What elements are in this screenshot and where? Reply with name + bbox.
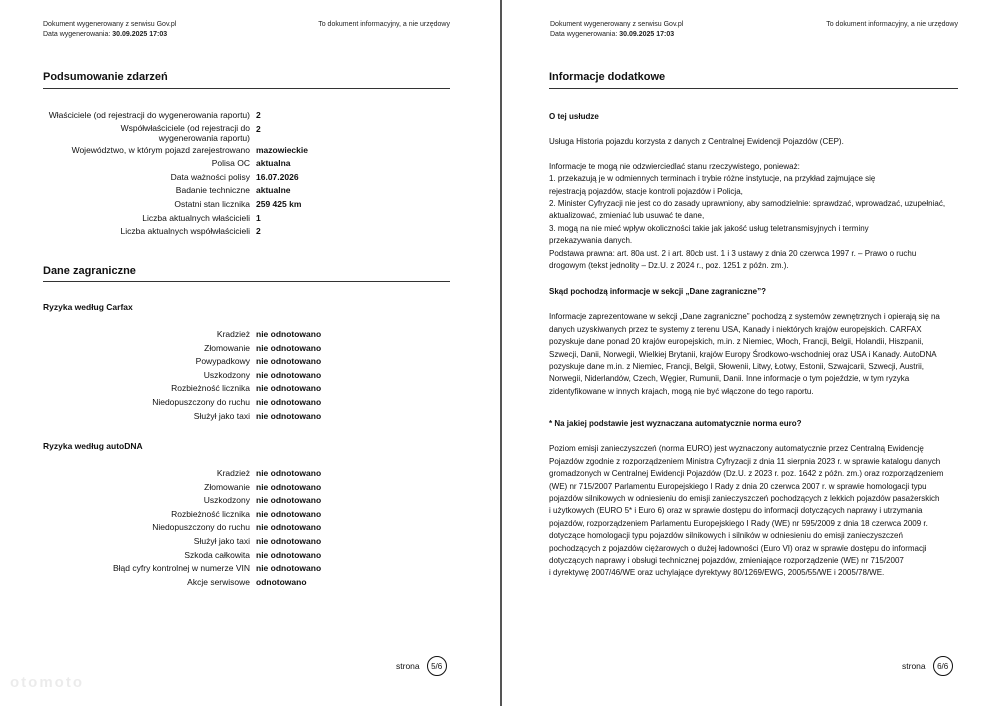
risk-label: Szkoda całkowita bbox=[184, 549, 250, 560]
summary-label: Województwo, w którym pojazd zarejestrowano bbox=[71, 144, 250, 155]
text-line: i dyrektywę 2007/46/WE oraz uchylające dyrektywy 80/1269/EWG, 2005/55/WE i 2005/78/WE. bbox=[549, 568, 885, 578]
risk-value: odnotowano bbox=[256, 576, 307, 587]
header-notice: To dokument informacyjny, a nie urzędowy bbox=[318, 21, 450, 28]
text-line: przekazywania danych. bbox=[549, 236, 633, 246]
carfax-row bbox=[43, 369, 463, 383]
summary-label: Ostatni stan licznika bbox=[174, 198, 250, 209]
risk-label: Rozbieżność licznika bbox=[171, 383, 250, 394]
risk-value: nie odnotowano bbox=[256, 468, 322, 478]
summary-row bbox=[43, 123, 463, 144]
text-line: gromadzonych w Centralnej Ewidencji Pojazdów (Dz.U. z 2023 r. poz. 1642 z późn. zm.) oraz rozporządzeniem bbox=[549, 469, 944, 479]
about-question: O tej usłudze bbox=[549, 112, 599, 121]
euro-answer bbox=[549, 443, 961, 579]
risk-label: Niedopuszczony do ruchu bbox=[152, 396, 250, 407]
text-line: aktualizować, zmieniać lub usuwać te dane, bbox=[549, 211, 705, 221]
carfax-row bbox=[43, 410, 463, 424]
euro-norm-section bbox=[549, 418, 961, 580]
autodna-row bbox=[43, 508, 463, 522]
risk-value: nie odnotowano bbox=[256, 396, 322, 407]
text-line: pozyskuje dane ponad 20 krajów europejskich, m.in. z Niemiec, Włoch, Francji, Belgii, Holandii, Hiszpanii, bbox=[549, 337, 924, 347]
page-number: 6/6 bbox=[933, 656, 953, 676]
summary-value: 1 bbox=[256, 212, 261, 223]
header-date bbox=[43, 30, 176, 40]
carfax-title: Ryzyka według Carfax bbox=[43, 302, 133, 312]
autodna-table bbox=[43, 467, 463, 589]
summary-row bbox=[43, 198, 463, 212]
text-line: Norwegii, Niderlandów, Czech, Węgier, Rumunii, Danii. Inne informacje o tym pojeździe, w tym ryzyka bbox=[549, 374, 910, 384]
carfax-row bbox=[43, 328, 463, 342]
risk-label: Błąd cyfry kontrolnej w numerze VIN bbox=[113, 563, 250, 574]
risk-value: nie odnotowano bbox=[256, 522, 322, 533]
summary-label: Data ważności polisy bbox=[170, 171, 250, 182]
risk-value: nie odnotowano bbox=[256, 410, 322, 421]
risk-label: Powypadkowy bbox=[195, 356, 250, 367]
foreign-answer bbox=[549, 311, 961, 398]
text-line: Informacje zaprezentowane w sekcji „Dane zagraniczne” pochodzą z systemów zewnętrznych i opierają się na bbox=[549, 312, 940, 322]
summary-row bbox=[43, 109, 463, 123]
section-title-info: Informacje dodatkowe bbox=[549, 71, 666, 83]
header-date-value: 30.09.2025 17:03 bbox=[619, 31, 675, 38]
carfax-table bbox=[43, 328, 463, 423]
summary-row bbox=[43, 212, 463, 226]
header-date-label: Data wygenerowania: bbox=[43, 31, 111, 38]
page-footer bbox=[396, 656, 447, 676]
carfax-row bbox=[43, 382, 463, 396]
autodna-row bbox=[43, 549, 463, 563]
risk-label: Uszkodzony bbox=[203, 495, 250, 506]
text-line: zidentyfikowane w innych krajach, mogą nie być włączone do tego raportu. bbox=[549, 386, 814, 396]
footer-label: strona bbox=[396, 661, 420, 671]
text-line: pojazdów, rozporządzeniem Parlamentu Europejskiego I Rady (WE) nr 595/2009 z dnia 18 czerwca 2009 r. bbox=[549, 518, 928, 528]
watermark-logo: otomoto bbox=[10, 674, 84, 691]
header-date-label: Data wygenerowania: bbox=[550, 31, 618, 38]
risk-label: Akcje serwisowe bbox=[187, 576, 250, 587]
risk-value: nie odnotowano bbox=[256, 383, 322, 394]
summary-value: 259 425 km bbox=[256, 198, 302, 209]
section-divider bbox=[43, 281, 450, 282]
page-header bbox=[43, 20, 176, 40]
text-line: (WE) nr 715/2007 Parlamentu Europejskiego I Rady z dnia 20 czerwca 2007 r. w sprawie homologacji typu bbox=[549, 481, 927, 491]
text-line: Szwecji, Danii, Norwegii, Wielkiej Brytanii, krajów Europy Środkowo-wschodniej oraz USA i Kanady. AutoDNA bbox=[549, 349, 937, 359]
section-divider bbox=[549, 88, 958, 89]
risk-label: Kradzież bbox=[216, 468, 250, 478]
text-line: Pojazdów zgodnie z rozporządzeniem Ministra Cyfryzacji z dnia 11 sierpnia 2023 r. w sprawie katalogu danych bbox=[549, 456, 941, 466]
autodna-row bbox=[43, 576, 463, 590]
risk-value: nie odnotowano bbox=[256, 481, 322, 492]
page-footer bbox=[902, 656, 953, 676]
header-source: Dokument wygenerowany z serwisu Gov.pl bbox=[43, 21, 177, 28]
risk-label: Rozbieżność licznika bbox=[171, 508, 250, 519]
text-line: 2. Minister Cyfryzacji nie jest co do zasady uprawniony, aby samodzielnie: sprawdzać, wprowadzać, uzupełniać, bbox=[549, 199, 946, 209]
summary-row bbox=[43, 225, 463, 239]
risk-label: Uszkodzony bbox=[203, 369, 250, 380]
autodna-row bbox=[43, 467, 463, 481]
summary-value: 2 bbox=[256, 123, 261, 134]
text-line: pochodzących z pojazdów ciężarowych o dużej ładowności (Euro VI) oraz w sprawie dostępu do informacji bbox=[549, 543, 927, 553]
summary-value: aktualne bbox=[256, 185, 291, 196]
text-line: Poziom emisji zanieczyszczeń (norma EURO) jest wyznaczony automatycznie przez Centralną Ewidencję bbox=[549, 444, 924, 454]
about-section bbox=[549, 111, 961, 272]
risk-value: nie odnotowano bbox=[256, 369, 322, 380]
header-notice: To dokument informacyjny, a nie urzędowy bbox=[826, 21, 958, 28]
summary-label: Właściciele (od rejestracji do wygenerowania raportu) bbox=[48, 110, 250, 120]
risk-label: Złomowanie bbox=[204, 481, 250, 492]
text-line: rejestracją pojazdów, stacje kontroli pojazdów i Policja, bbox=[549, 186, 743, 196]
header-source: Dokument wygenerowany z serwisu Gov.pl bbox=[550, 21, 684, 28]
euro-question: * Na jakiej podstawie jest wyznaczana automatycznie norma euro? bbox=[549, 419, 802, 428]
summary-label: Współwłaściciele (od rejestracji do wygenerowania raportu) bbox=[120, 122, 250, 144]
summary-value: 2 bbox=[256, 110, 261, 120]
page-header bbox=[550, 20, 683, 40]
text-line: 3. mogą na nie mieć wpływ okoliczności takie jak jakość usług teletransmisyjnych i terminy bbox=[549, 223, 869, 233]
section-title-summary: Podsumowanie zdarzeń bbox=[43, 71, 168, 83]
summary-label: Liczba aktualnych właścicieli bbox=[142, 212, 250, 223]
risk-label: Służył jako taxi bbox=[193, 535, 250, 546]
summary-table bbox=[43, 109, 463, 239]
summary-value: aktualna bbox=[256, 158, 291, 169]
carfax-row bbox=[43, 396, 463, 410]
page-number: 5/6 bbox=[427, 656, 447, 676]
text-line: i użytkowych (EURO 5* i Euro 6) oraz w sprawie dostępu do informacji dotyczących naprawy i utrzymania bbox=[549, 506, 923, 516]
summary-row bbox=[43, 144, 463, 158]
text-line: Informacje te mogą nie odzwierciedlać stanu rzeczywistego, ponieważ: bbox=[549, 161, 800, 171]
footer-label: strona bbox=[902, 661, 926, 671]
summary-label: Liczba aktualnych współwłaścicieli bbox=[120, 226, 250, 237]
header-date-value: 30.09.2025 17:03 bbox=[112, 31, 168, 38]
summary-row bbox=[43, 157, 463, 171]
text-line: dotyczących naprawy i obsługi technicznej pojazdów, zmieniające rozporządzenie (WE) nr 715/2007 bbox=[549, 556, 904, 566]
autodna-row bbox=[43, 481, 463, 495]
autodna-row bbox=[43, 562, 463, 576]
risk-label: Niedopuszczony do ruchu bbox=[152, 522, 250, 533]
summary-label: Polisa OC bbox=[211, 158, 250, 169]
risk-label: Służył jako taxi bbox=[193, 410, 250, 421]
risk-value: nie odnotowano bbox=[256, 356, 322, 367]
about-paragraph: Usługa Historia pojazdu korzysta z danych z Centralnej Ewidencji Pojazdów (CEP). bbox=[549, 137, 844, 147]
header-date bbox=[550, 30, 683, 40]
summary-value: 2 bbox=[256, 226, 261, 237]
risk-value: nie odnotowano bbox=[256, 495, 322, 506]
summary-row bbox=[43, 171, 463, 185]
risk-label: Kradzież bbox=[216, 329, 250, 339]
foreign-data-section bbox=[549, 286, 961, 398]
summary-value: mazowieckie bbox=[256, 144, 308, 155]
risk-value: nie odnotowano bbox=[256, 535, 322, 546]
summary-row bbox=[43, 184, 463, 198]
about-details bbox=[549, 161, 961, 273]
section-title-foreign: Dane zagraniczne bbox=[43, 265, 136, 277]
section-divider bbox=[43, 88, 450, 89]
risk-value: nie odnotowano bbox=[256, 549, 322, 560]
summary-value: 16.07.2026 bbox=[256, 171, 299, 182]
text-line: danych uzyskiwanych przez te systemy z terenu USA, Kanady i niektórych krajów europejskich. CARFAX bbox=[549, 324, 922, 334]
text-line: 1. przekazują je w odmiennych terminach i trybie różne instytucje, na przykład zajmujące się bbox=[549, 174, 876, 184]
carfax-row bbox=[43, 355, 463, 369]
carfax-row bbox=[43, 342, 463, 356]
risk-value: nie odnotowano bbox=[256, 329, 322, 339]
text-line: pojazdów silnikowych w odniesieniu do emisji zanieczyszczeń pochodzących z lekkich pojazdów pasażerskich bbox=[549, 494, 940, 504]
foreign-question: Skąd pochodzą informacje w sekcji „Dane zagraniczne”? bbox=[549, 287, 766, 296]
summary-label: Badanie techniczne bbox=[175, 185, 250, 196]
autodna-row bbox=[43, 521, 463, 535]
risk-value: nie odnotowano bbox=[256, 508, 322, 519]
risk-value: nie odnotowano bbox=[256, 342, 322, 353]
text-line: dotyczące homologacji typu pojazdów silnikowych i silników w odniesieniu do emisji zanieczyszczeń bbox=[549, 531, 903, 541]
text-line: Podstawa prawna: art. 80a ust. 2 i art. 80cb ust. 1 i 3 ustawy z dnia 20 czerwca 1997 r. – Prawo o ruchu bbox=[549, 248, 917, 258]
text-line: pozyskuje dane m.in. z Niemiec, Francji, Belgii, Słowenii, Litwy, Łotwy, Estonii, Szwajcarii, Szwecji, Austrii, bbox=[549, 362, 924, 372]
risk-label: Złomowanie bbox=[204, 342, 250, 353]
autodna-title: Ryzyka według autoDNA bbox=[43, 441, 143, 451]
risk-value: nie odnotowano bbox=[256, 563, 322, 574]
autodna-row bbox=[43, 494, 463, 508]
autodna-row bbox=[43, 535, 463, 549]
text-line: drogowym (tekst jednolity – Dz.U. z 2024 r., poz. 1251 z późn. zm.). bbox=[549, 261, 789, 271]
